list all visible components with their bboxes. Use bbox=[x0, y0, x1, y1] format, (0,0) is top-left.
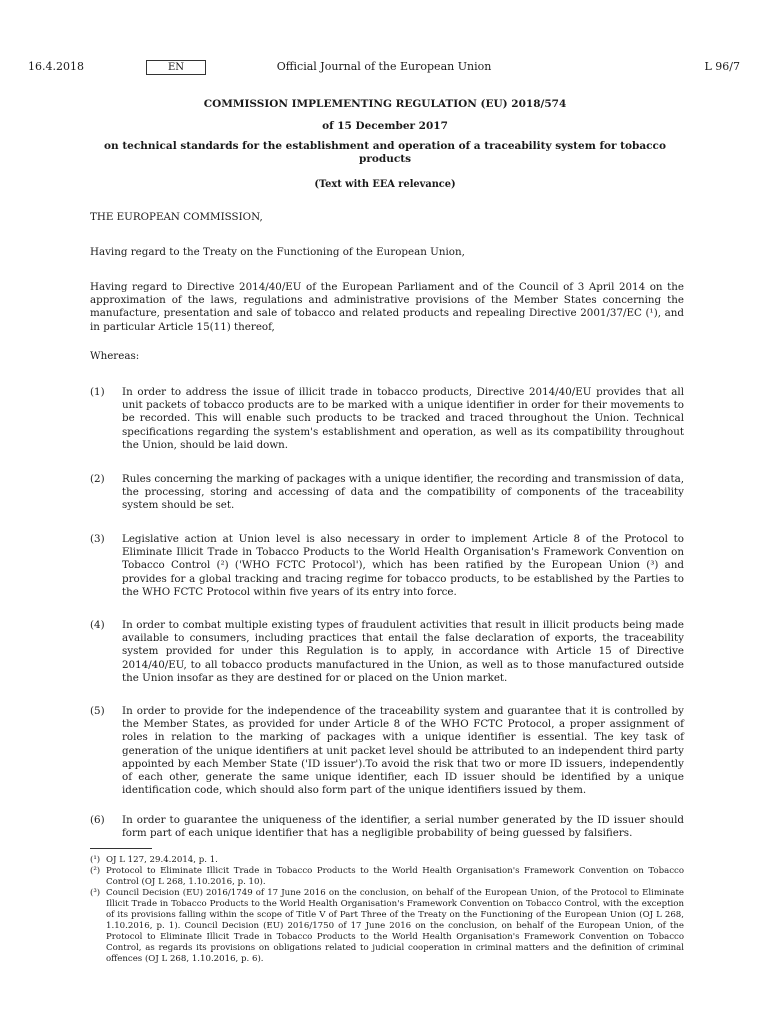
footnote-number: (³) bbox=[90, 888, 101, 898]
footnote-number: (¹) bbox=[90, 855, 101, 865]
having-regard-treaty: Having regard to the Treaty on the Functioning of the European Union, bbox=[90, 246, 465, 258]
recital-number: (3) bbox=[90, 533, 105, 545]
footnote-text: Council Decision (EU) 2016/1749 of 17 June 2016 on the conclusion, on behalf of the European Union, of the Protocol to Eliminate Illicit Trade in Tobacco Products to the World Health Organisation's Framework Convention on Tobacco Control, with the exception of its provisions falling within the scope of Title V of Part Three of the Treaty on the Functioning of the European Union (OJ L 268, 1.10.2016, p. 1). Council Decision (EU) 2016/1750 of 17 June 2016 on the conclusion, on behalf of the European Union, of the Protocol to Eliminate Illicit Trade in Tobacco Products to the World Health Organisation's Framework Convention on Tobacco Control, as regards its provisions on obligations related to judicial cooperation in criminal matters and the definition of criminal offences (OJ L 268, 1.10.2016, p. 6). bbox=[106, 888, 684, 964]
recital-text: In order to combat multiple existing types of fraudulent activities that result in illicit products being made available to consumers, including practices that entail the false declaration of exports, the traceability system provided for under this Regulation is to apply, in accordance with Article 15 of Directive 2014/40/EU, to all tobacco products manufactured in the Union, as well as to those manufactured outside the Union insofar as they are destined for or placed on the Union market. bbox=[122, 619, 684, 684]
language-badge: EN bbox=[146, 60, 206, 75]
footnote-divider bbox=[90, 848, 152, 849]
recital-text: In order to address the issue of illicit trade in tobacco products, Directive 2014/40/EU provides that all unit packets of tobacco products are to be marked with a unique identifier in order for their movements to be recorded. This will enable such products to be tracked and traced throughout the Union. Technical specifications regarding the system's establishment and operation, as well as its compatibility throughout the Union, should be laid down. bbox=[122, 386, 684, 451]
journal-header bbox=[28, 60, 740, 78]
recital-number: (5) bbox=[90, 705, 105, 717]
eea-relevance: (Text with EEA relevance) bbox=[314, 179, 456, 190]
whereas-heading: Whereas: bbox=[90, 350, 140, 362]
recital-number: (1) bbox=[90, 386, 105, 398]
commission-heading: THE EUROPEAN COMMISSION, bbox=[90, 211, 263, 223]
header-page-number: L 96/7 bbox=[704, 60, 740, 73]
footnote-number: (²) bbox=[90, 866, 101, 876]
footnote-text: OJ L 127, 29.4.2014, p. 1. bbox=[106, 855, 218, 865]
recital-text: In order to guarantee the uniqueness of the identifier, a serial number generated by the ID issuer should form part of each unique identifier that has a negligible probability of being guessed by falsifiers. bbox=[122, 814, 684, 840]
having-regard-directive: Having regard to Directive 2014/40/EU of the European Parliament and of the Council of 3 April 2014 on the approximation of the laws, regulations and administrative provisions of the Member States concerning the manufacture, presentation and sale of tobacco and related products and repealing Directive 2001/37/EC (¹), and in particular Article 15(11) thereof, bbox=[90, 281, 684, 333]
regulation-date: of 15 December 2017 bbox=[322, 120, 448, 132]
header-journal-title: Official Journal of the European Union bbox=[276, 60, 492, 73]
recital-number: (6) bbox=[90, 814, 105, 826]
footnote-text: Protocol to Eliminate Illicit Trade in Tobacco Products to the World Health Organisation's Framework Convention on Tobacco Control (OJ L 268, 1.10.2016, p. 10). bbox=[106, 866, 684, 887]
recital-text: Legislative action at Union level is also necessary in order to implement Article 8 of the Protocol to Eliminate Illicit Trade in Tobacco Products to the World Health Organisation's Framework Convention on Tobacco Control (²) ('WHO FCTC Protocol'), which has been ratified by the European Union (³) and provides for a global tracking and tracing regime for tobacco products, to be established by the Parties to the WHO FCTC Protocol within five years of its entry into force. bbox=[122, 533, 684, 598]
recital-number: (2) bbox=[90, 473, 105, 485]
regulation-title: COMMISSION IMPLEMENTING REGULATION (EU) 2018/574 bbox=[203, 98, 567, 110]
recital-text: In order to provide for the independence of the traceability system and guarantee that it is controlled by the Member States, as provided for under Article 8 of the WHO FCTC Protocol, a proper assignment of roles in relation to the marking of packages with a unique identifier is essential. The key task of generation of the unique identifiers at unit packet level should be attributed to an independent third party appointed by each Member State ('ID issuer').To avoid the risk that two or more ID issuers, independently of each other, generate the same unique identifier, each ID issuer should be identified by a unique identification code, which should also form part of the unique identifiers issued by them. bbox=[122, 705, 684, 797]
recital-number: (4) bbox=[90, 619, 105, 631]
recital-text: Rules concerning the marking of packages with a unique identifier, the recording and transmission of data, the processing, storing and accessing of data and the compatibility of components of the traceability system should be set. bbox=[122, 473, 684, 512]
header-date: 16.4.2018 bbox=[28, 60, 84, 73]
regulation-subject: on technical standards for the establishment and operation of a traceability system for tobacco products bbox=[104, 140, 666, 165]
